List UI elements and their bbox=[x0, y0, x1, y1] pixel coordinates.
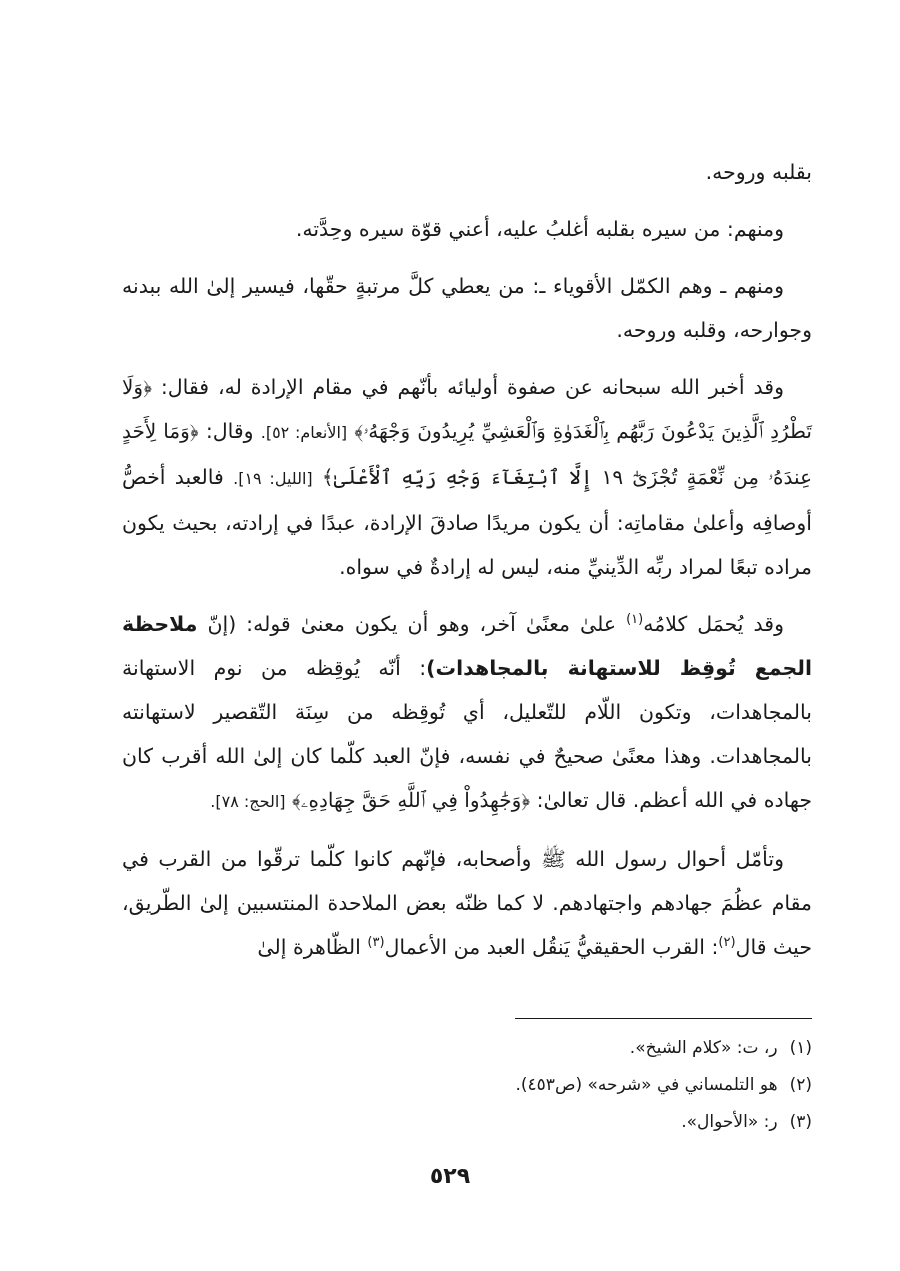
paragraph-4 bbox=[122, 365, 812, 589]
paragraph-connector: وقال: bbox=[205, 419, 254, 443]
footnote-text: ر: «الأحوال». bbox=[681, 1112, 778, 1132]
footnote-2 bbox=[300, 1067, 812, 1104]
paragraph-3 bbox=[122, 264, 812, 352]
paragraph-text: وتأمّل أحوال رسول الله ﷺ وأصحابه، فإنّهم كانوا كلّما ترقّوا من القرب في مقام عظُمَ جهادهم واجتهادهم. لا كما ظنّه بعض الملاحدة المنتسبين إلىٰ الطّريق، حيث قال bbox=[122, 847, 812, 959]
main-text bbox=[122, 150, 812, 982]
verse-reference: [الحج: ٧٨]. bbox=[210, 792, 286, 811]
footnote-number: (٢) bbox=[789, 1075, 812, 1095]
footnote-marker[interactable]: (٣) bbox=[367, 935, 385, 951]
paragraph-text: وقد يُحمَل كلامُه bbox=[643, 612, 784, 636]
footnote-number: (١) bbox=[789, 1038, 812, 1058]
footnote-number: (٣) bbox=[789, 1112, 812, 1132]
page-number: ٥٢٩ bbox=[429, 1164, 471, 1189]
paragraph-intro: وقد أخبر الله سبحانه عن صفوة أوليائه بأنّهم في مقام الإرادة له، فقال: bbox=[160, 375, 784, 399]
verse-reference: [الأنعام: ٥٢]. bbox=[260, 423, 348, 442]
paragraph-text: علىٰ معنًىٰ آخر، وهو أن يكون معنىٰ قوله: (إنّ bbox=[207, 612, 617, 636]
paragraph-6 bbox=[122, 837, 812, 969]
footnote-1 bbox=[300, 1030, 812, 1067]
paragraph-text: : أنّه يُوقِظه من نوم الاستهانة بالمجاهدات، وتكون اللّام للتّعليل، أي تُوقِظه من سِنَة التّقصير لاستهانته بالمجاهدات. وهذا معنًىٰ صحيحٌ في نفسه، فإنّ العبد كلّما كان إلىٰ الله أقرب كان جهاده في الله أعظم. قال تعالىٰ: bbox=[122, 656, 812, 812]
footnote-marker[interactable]: (٢) bbox=[718, 935, 736, 951]
footnote-divider bbox=[515, 1018, 812, 1019]
paragraph-text: فالعبد أخصُّ أوصافِه وأعلىٰ مقاماتِه: أن يكون مريدًا صادقَ الإرادة، عبدًا في إرادته، بحيث يكون مراده تبعًا لمراد ربِّه الدِّينيِّ منه، ليس له إرادةٌ في سواه. bbox=[122, 465, 812, 579]
footnote-3 bbox=[300, 1104, 812, 1141]
footnote-text: ر، ت: «كلام الشيخ». bbox=[629, 1038, 778, 1058]
footnotes bbox=[300, 1030, 812, 1141]
paragraph-text: ومنهم ـ وهم الكمّل الأقوياء ـ: من يعطي كلَّ مرتبةٍ حقّها، فيسير إلىٰ الله ببدنه وجوارحه، وقلبه وروحه. bbox=[122, 274, 812, 342]
verse-reference: [الليل: ١٩]. bbox=[233, 469, 313, 488]
paragraph-text: الظّاهرة إلىٰ bbox=[257, 935, 361, 959]
footnote-marker[interactable]: (١) bbox=[626, 612, 644, 628]
paragraph-1 bbox=[122, 150, 812, 194]
quran-verse-layl: ﴿وَمَا لِأَحَدٍ عِندَهُۥ مِن نِّعْمَةٍ تُجْزَىٰٓ ١٩ إِلَّا ٱبْتِغَآءَ وَجْهِ رَبِّهِ ٱلْأَعْلَىٰ﴾ bbox=[122, 419, 812, 489]
paragraph-text: ومنهم: من سيره بقلبه أغلبُ عليه، أعني قوّة سيره وحِدَّته. bbox=[295, 217, 784, 241]
paragraph-5 bbox=[122, 602, 812, 824]
paragraph-2 bbox=[122, 207, 812, 251]
quran-verse-hajj: ﴿وَجَٰهِدُواْ فِي ٱللَّهِ حَقَّ جِهَادِهِۦ﴾ bbox=[292, 788, 531, 812]
quran-verse-anam: ﴿وَلَا تَطْرُدِ ٱلَّذِينَ يَدْعُونَ رَبَّهُم بِٱلْغَدَوٰةِ وَٱلْعَشِيِّ يُرِيدُونَ وَجْهَهُۥ﴾ bbox=[122, 375, 812, 443]
paragraph-text: بقلبه وروحه. bbox=[705, 160, 812, 184]
paragraph-text: : القرب الحقيقيُّ يَنقُل العبد من الأعمال bbox=[384, 935, 719, 959]
footnote-text: هو التلمساني في «شرحه» (ص٤٥٣). bbox=[515, 1075, 778, 1095]
bold-quote: ملاحظة الجمع تُوقِظ للاستهانة بالمجاهدات) bbox=[122, 612, 813, 680]
